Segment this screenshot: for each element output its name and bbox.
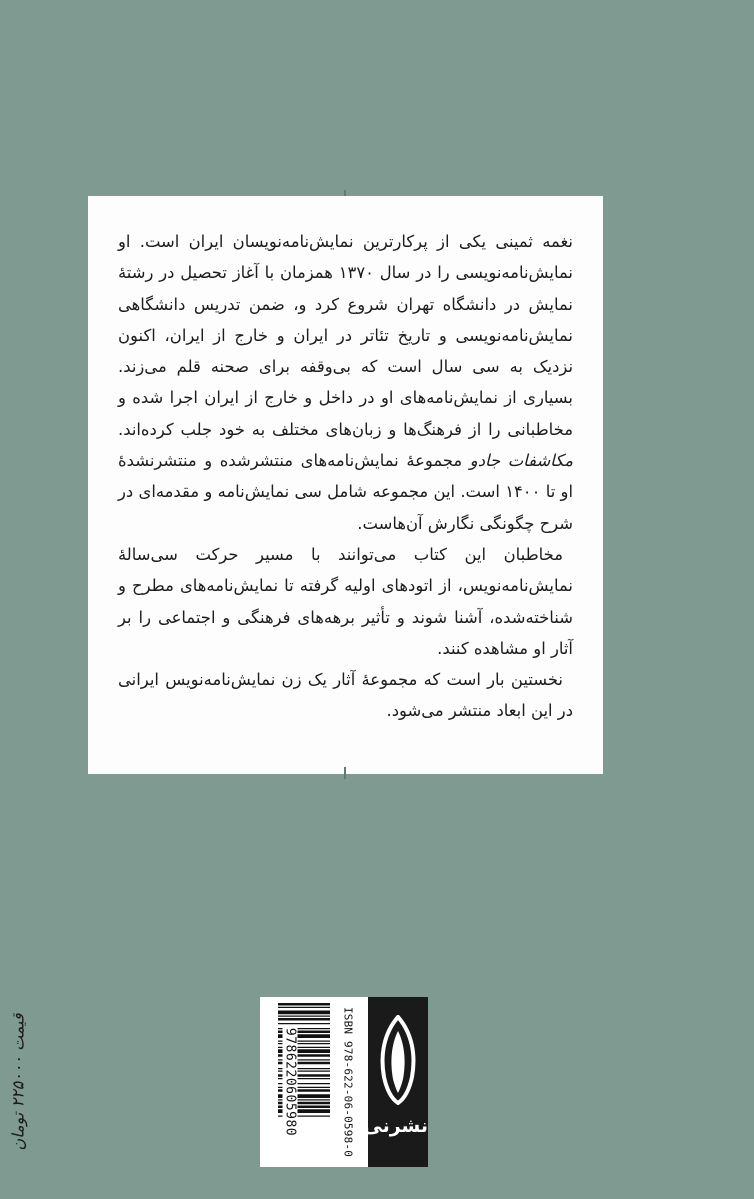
book-title-inline: مکاشفات جادو [469, 451, 573, 471]
blurb-box [88, 196, 603, 774]
isbn-label: ISBN 978-622-06-0598-0 [341, 1006, 355, 1158]
bottom-tick-mark [344, 767, 346, 779]
blurb-paragraph-1-part-b: مجموعهٔ نمایش‌نامه‌های منتشرشده و منتشرنشدهٔ او تا ۱۴۰۰ است. این مجموعه شامل سی نمایش‌نامه و مقدمه‌ای در شرح چگونگی نگارش آن‌هاست. [118, 451, 573, 533]
publisher-name: نشرنی [363, 1115, 428, 1137]
barcode-area [260, 997, 368, 1167]
blurb-paragraph-3: نخستین بار است که مجموعهٔ آثار یک زن نمایش‌نامه‌نویس ایرانی در این ابعاد منتشر می‌شود. [118, 670, 573, 721]
blurb-paragraph-1 [118, 226, 573, 539]
barcode-number: 9786220605980 [282, 1027, 298, 1137]
handwritten-price-note: قیمت ۲۲۵۰۰۰ تومان [8, 1013, 28, 1151]
blurb-paragraph-2: مخاطبان این کتاب می‌توانند با مسیر حرکت سی‌سالهٔ نمایش‌نامه‌نویس، از اتودهای اولیه گرفته تا نمایش‌نامه‌های مطرح و شناخته‌شده، آشنا شوند و تأثیر برهه‌های فرهنگی و اجتماعی را بر آثار او مشاهده کنند. [118, 544, 573, 658]
barcode-block [260, 997, 428, 1167]
pod-leaf-icon [378, 1015, 418, 1105]
blurb-paragraph-1-part-a: نغمه ثمینی یکی از پرکارترین نمایش‌نامه‌نویسان ایران است. او نمایش‌نامه‌نویسی را در سال ۱۳۷۰ همزمان با آغاز تحصیل در رشتهٔ نمایش در دانشگاه تهران شروع کرد و، ضمن تدریس دانشگاهی نمایش‌نامه‌نویسی و تاریخ تئاتر در ایران و خارج از ایران، اکنون نزدیک به سی سال است که بی‌وقفه برای صحنه قلم می‌زند. بسیاری از نمایش‌نامه‌های او در داخل و خارج از ایران اجرا شده و مخاطبانی را از فرهنگ‌ها و زبان‌های مختلف به خود جلب کرده‌اند. [118, 232, 573, 439]
publisher-logo [363, 997, 428, 1167]
blurb-text [118, 226, 573, 727]
